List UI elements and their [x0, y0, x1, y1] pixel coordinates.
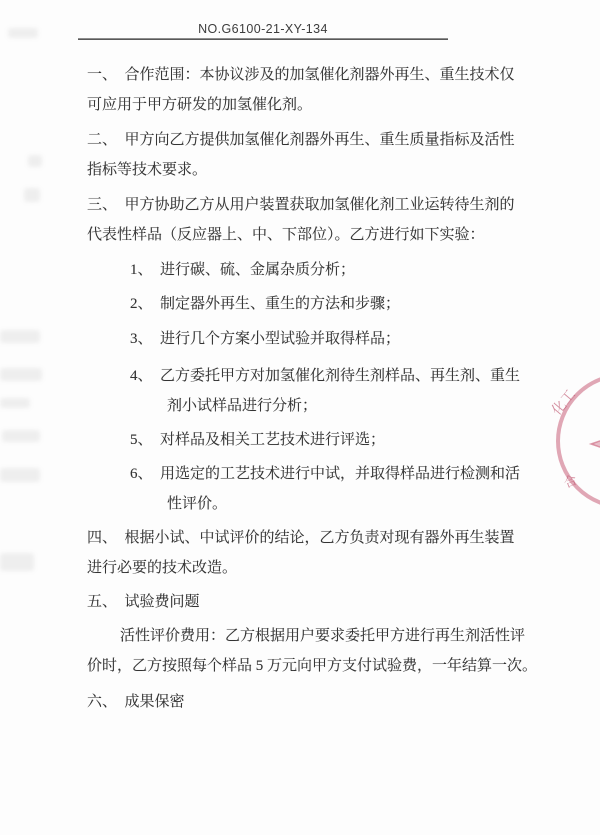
- document-number: NO.G6100-21-XY-134: [198, 22, 328, 36]
- document-line: 三、 甲方协助乙方从用户装置获取加氢催化剂工业运转待生剂的: [87, 197, 515, 213]
- document-line: 6、 用选定的工艺技术进行中试，并取得样品进行检测和活: [130, 466, 521, 482]
- document-line: 3、 进行几个方案小型试验并取得样品；: [130, 331, 401, 347]
- document-line: 指标等技术要求。: [87, 162, 208, 178]
- document-line: 5、 对样品及相关工艺技术进行评选；: [130, 432, 386, 448]
- seal-text-upper: 化工: [549, 387, 580, 419]
- document-line: 剂小试样品进行分析；: [167, 398, 318, 414]
- document-line: 2、 制定器外再生、重生的方法和步骤；: [130, 296, 401, 312]
- document-line: 五、 试验费问题: [87, 594, 200, 610]
- document-line: 二、 甲方向乙方提供加氢催化剂器外再生、重生质量指标及活性: [87, 132, 515, 148]
- document-line: 1、 进行碳、硫、金属杂质分析；: [130, 262, 356, 278]
- document-line: 价时，乙方按照每个样品 5 万元向甲方支付试验费，一年结算一次。: [87, 658, 538, 674]
- document-line: 4、 乙方委托甲方对加氢催化剂待生剂样品、再生剂、重生: [130, 368, 521, 384]
- document-line: 可应用于甲方研发的加氢催化剂。: [87, 97, 313, 113]
- document-line: 进行必要的技术改造。: [87, 560, 238, 576]
- seal-text-lower: 合: [561, 471, 580, 491]
- document-line: 六、 成果保密: [87, 694, 185, 710]
- document-line: 活性评价费用：乙方根据用户要求委托甲方进行再生剂活性评: [120, 628, 526, 644]
- document-line: 一、 合作范围：本协议涉及的加氢催化剂器外再生、重生技术仅: [87, 67, 515, 83]
- document-line: 性评价。: [167, 496, 228, 512]
- document-line: 四、 根据小试、中试评价的结论，乙方负责对现有器外再生装置: [87, 530, 515, 546]
- document-line: 代表性样品（反应器上、中、下部位）。乙方进行如下实验：: [87, 227, 485, 243]
